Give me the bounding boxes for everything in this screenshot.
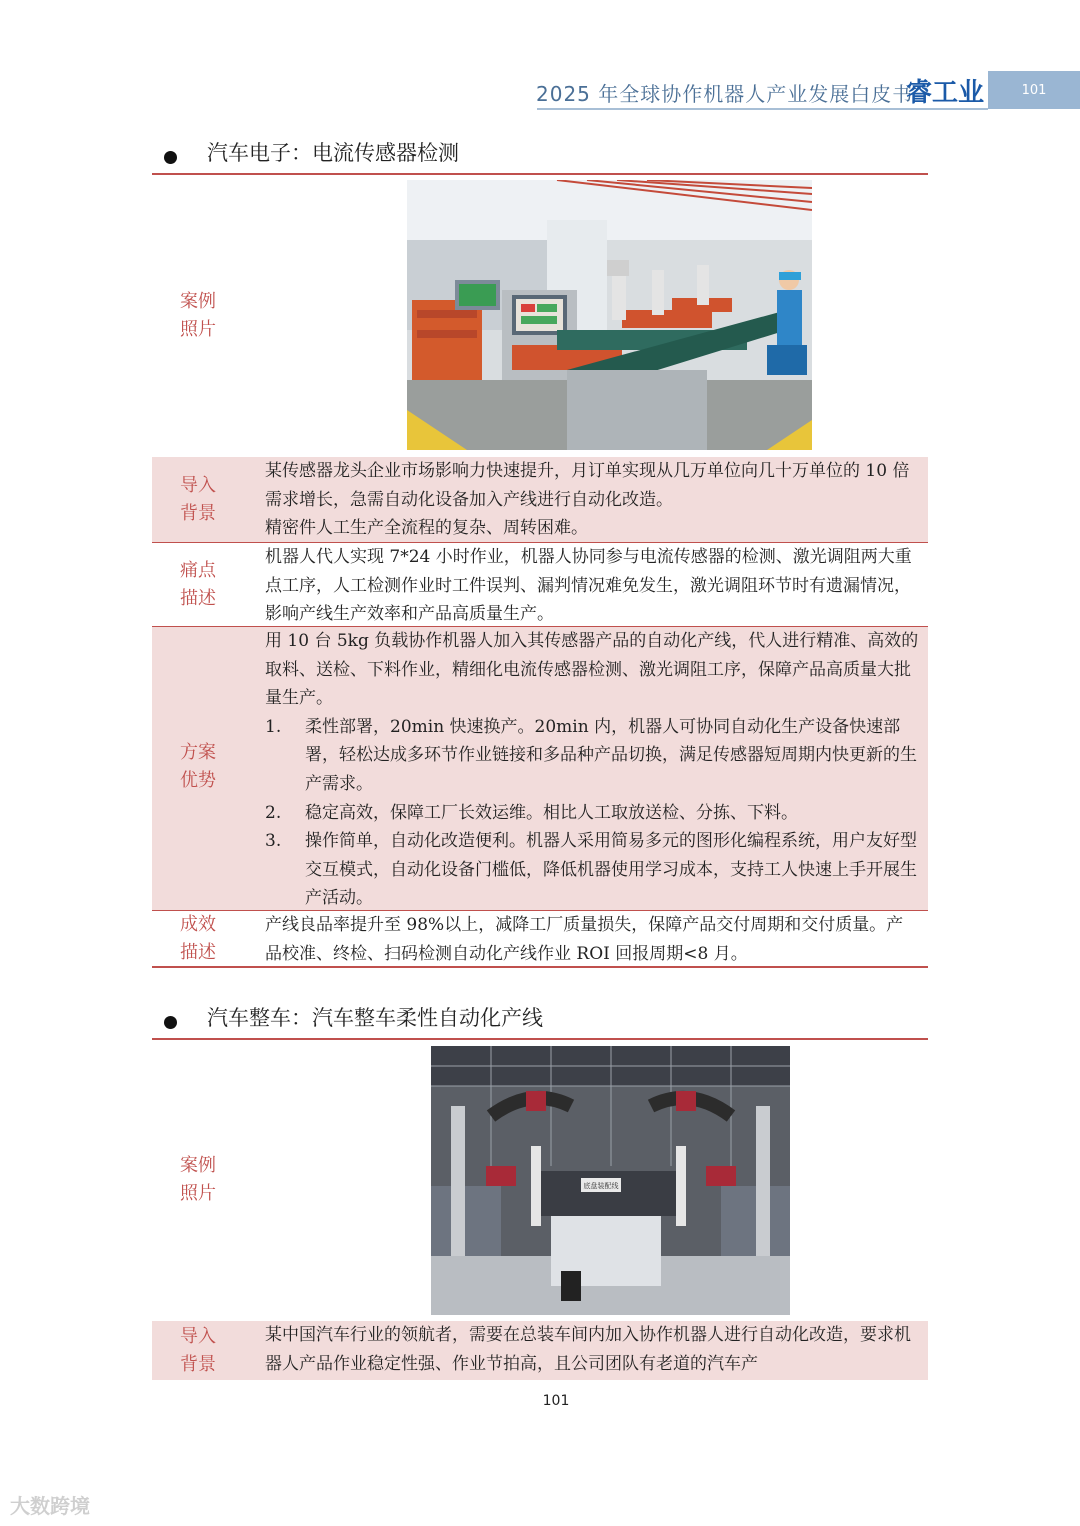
case2-photo-label: 案例 照片 — [180, 1155, 216, 1204]
list-number: 2. — [265, 802, 282, 823]
case1-background-para-2: 精密件人工生产全流程的复杂、周转困难。 — [265, 518, 588, 539]
list-text: 稳定高效，保障工厂长效运维。相比人工取放送检、分拣、下料。 — [305, 802, 798, 823]
list-text: 操作简单，自动化改造便利。机器人采用简易多元的图形化编程系统，用户友好型交互模式，自动化设备门槛低，降低机器使用学习成本，支持工人快速上手开展生产活动。 — [305, 831, 917, 909]
case1-photo-label: 案例 照片 — [180, 291, 216, 340]
watermark-logo: 大数跨境 — [10, 1494, 90, 1518]
list-number: 3. — [265, 831, 282, 852]
case1-result-text: 产线良品率提升至 98%以上，减降工厂质量损失，保障产品交付周期和交付质量。产品校准、终检、扫码检测自动化产线作业 ROI 回报周期<8 月。 — [265, 915, 904, 964]
vehicle-assembly-line-image — [431, 1046, 790, 1315]
solution-list-item — [265, 713, 920, 799]
document-title: 2025 年全球协作机器人产业发展白皮书 — [536, 82, 914, 106]
case1-section-heading — [152, 143, 928, 175]
case1-solution-content — [265, 627, 920, 913]
case2-background-content — [265, 1321, 920, 1378]
case1-pain-text: 机器人代人实现 7*24 小时作业，机器人协同参与电流传感器的检测、激光调阻两大重点工序，人工检测作业时工件误判、漏判情况难免发生，激光调阻环节时有遗漏情况，影响产线生产效率和产品高质量生产。 — [265, 547, 912, 625]
case1-background-content — [265, 457, 920, 543]
case1-solution-label: 方案 优势 — [180, 742, 216, 791]
case2-section-title: 汽车整车：汽车整车柔性自动化产线 — [207, 1006, 543, 1030]
case1-solution-intro: 用 10 台 5kg 负载协作机器人加入其传感器产品的自动化产线，代人进行精准、高效的取料、送检、下料作业，精细化电流传感器检测、激光调阻工序，保障产品高质量大批量生产。 — [265, 631, 919, 709]
case1-solution-row — [152, 627, 928, 911]
case2-assembly-photo — [431, 1046, 790, 1315]
case1-background-row — [152, 457, 928, 543]
sensor-production-line-image — [407, 180, 812, 450]
case1-result-row — [152, 911, 928, 968]
list-text: 柔性部署，20min 快速换产。20min 内，机器人可协同自动化生产设备快速部署，轻松达成多环节作业链接和多品种产品切换，满足传感器短周期内快更新的生产需求。 — [305, 716, 917, 794]
photo-sign-text: 底盘装配线 — [583, 1182, 619, 1190]
brand-logo-text: 睿工业 — [906, 78, 985, 108]
list-number: 1. — [265, 716, 282, 737]
solution-list-item — [265, 827, 920, 913]
case1-result-label: 成效 描述 — [180, 914, 216, 963]
case1-result-content — [265, 911, 920, 968]
case1-pain-row — [152, 543, 928, 627]
case1-section-title: 汽车电子：电流传感器检测 — [207, 141, 459, 165]
case1-background-para-1: 某传感器龙头企业市场影响力快速提升，月订单实现从几万单位向几十万单位的 10 倍需求增长，急需自动化设备加入产线进行自动化改造。 — [265, 461, 910, 510]
solution-list-item — [265, 799, 920, 828]
case2-background-text: 某中国汽车行业的领航者，需要在总装车间内加入协作机器人进行自动化改造，要求机器人产品作业稳定性强、作业节拍高，且公司团队有老道的汽车产 — [265, 1325, 911, 1374]
header-page-number: 101 — [988, 71, 1080, 109]
bullet-icon — [164, 151, 177, 164]
case2-background-label: 导入 背景 — [180, 1326, 216, 1375]
bullet-icon — [164, 1016, 177, 1029]
case2-section-heading — [152, 1008, 928, 1040]
case1-pain-label: 痛点 描述 — [180, 560, 216, 609]
case1-factory-photo — [407, 180, 812, 450]
footer-page-number: 101 — [542, 1393, 570, 1409]
header-divider — [537, 108, 988, 110]
case1-background-label: 导入 背景 — [180, 475, 216, 524]
case2-background-row — [152, 1321, 928, 1380]
case1-pain-content — [265, 543, 920, 629]
